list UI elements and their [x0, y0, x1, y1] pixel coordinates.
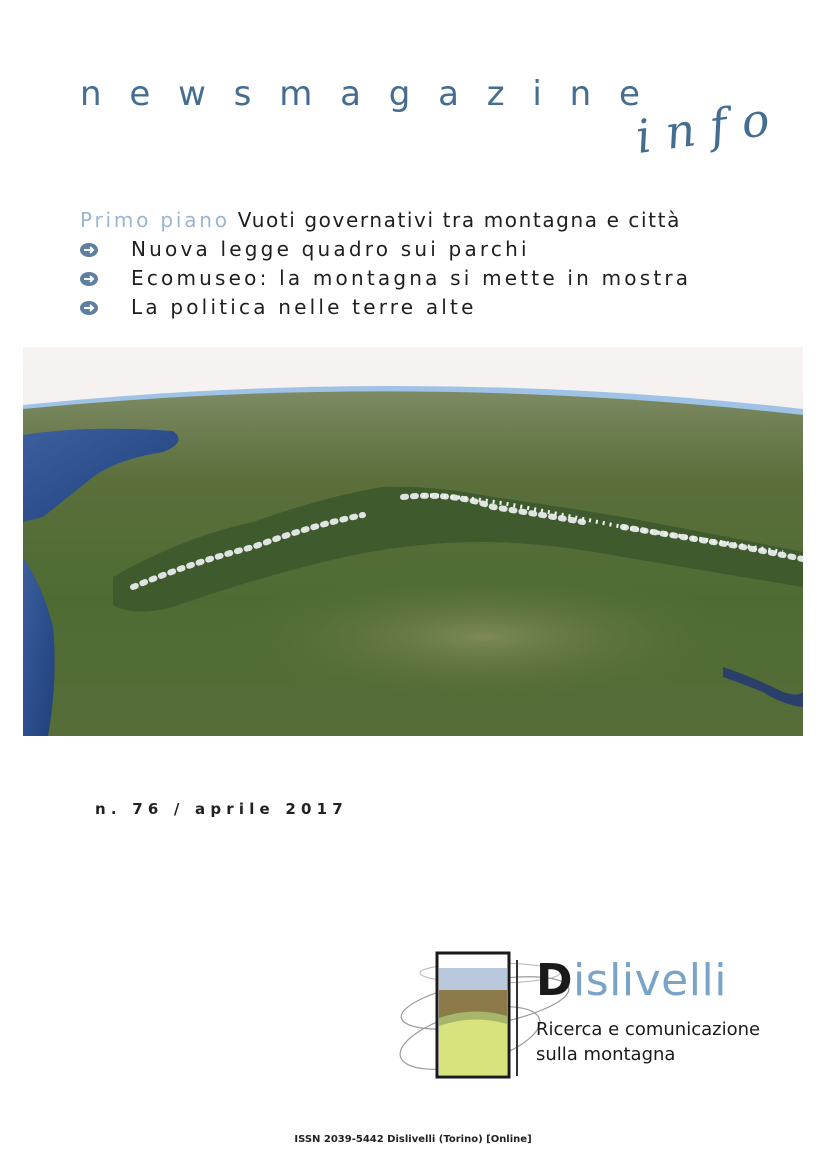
- masthead-subtitle: info: [632, 89, 788, 164]
- headline-list: [80, 206, 691, 322]
- lead-headline: [80, 206, 691, 235]
- issue-number: n. 76 / aprile 2017: [95, 800, 348, 818]
- headline-text: Nuova legge quadro sui parchi: [131, 237, 530, 261]
- lead-label: Primo piano: [80, 208, 230, 232]
- issn-footer: ISSN 2039-5442 Dislivelli (Torino) [Online]: [294, 1134, 532, 1145]
- tagline-line2: sulla montagna: [536, 1044, 676, 1065]
- arrow-right-icon: [80, 270, 98, 288]
- headline-text: Ecomuseo: la montagna si mette in mostra: [131, 266, 692, 290]
- logo-wordmark: [536, 955, 727, 1006]
- lead-text: Vuoti governativi tra montagna e città: [237, 208, 681, 232]
- tagline-line1: Ricerca e comunicazione: [536, 1019, 761, 1040]
- headline-text: La politica nelle terre alte: [131, 295, 477, 319]
- headline-item: [80, 293, 691, 322]
- logo-rest: islivelli: [573, 955, 727, 1006]
- arrow-right-icon: [80, 241, 98, 259]
- masthead-title: newsmagazine: [80, 74, 668, 114]
- arrow-right-icon: [80, 299, 98, 317]
- satellite-alps-image: [23, 347, 803, 736]
- logo-tagline: [536, 1017, 760, 1067]
- logo-initial: D: [536, 955, 574, 1006]
- headline-item: [80, 264, 691, 293]
- headline-item: [80, 235, 691, 264]
